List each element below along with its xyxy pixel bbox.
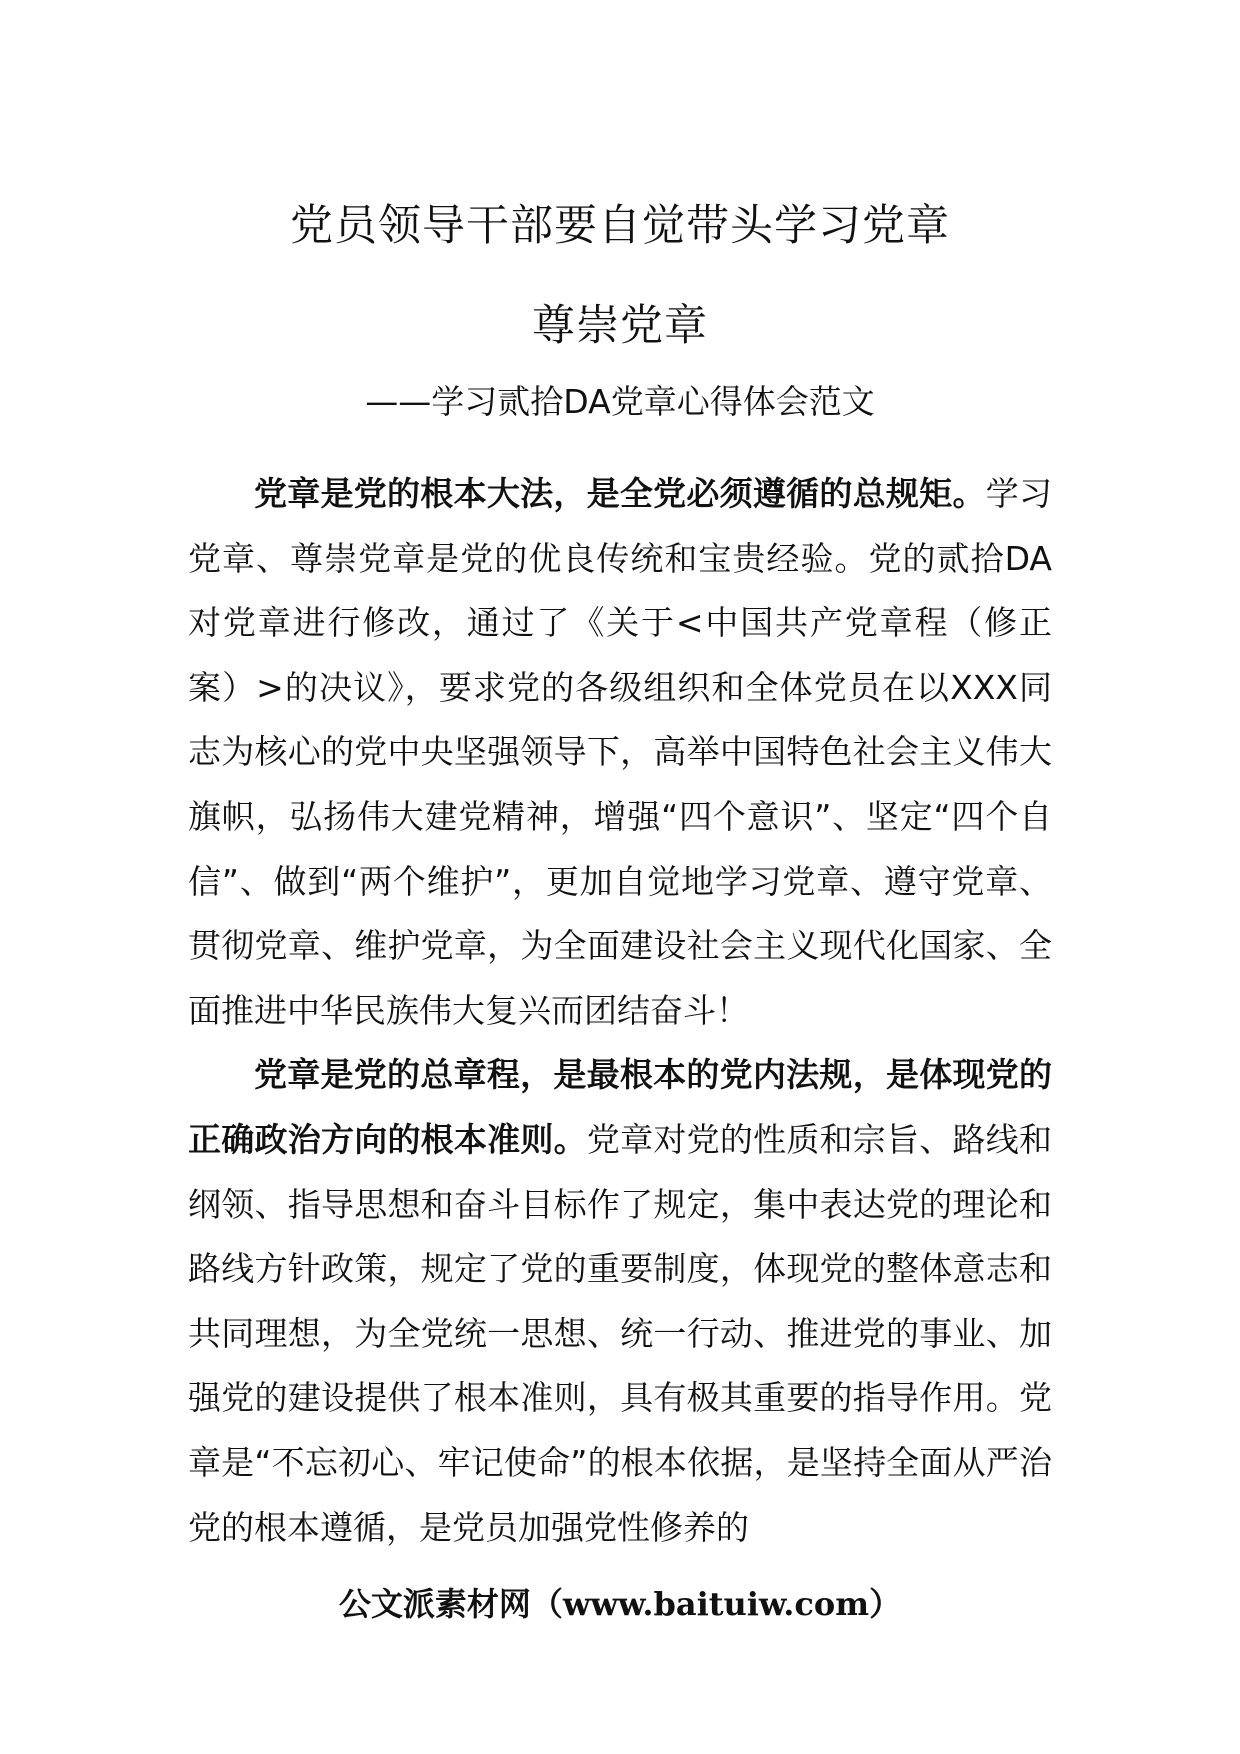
paragraph-2-lead: 党章是党的总章程，是最根本的党内法规，是体现党的正确政治方向的根本准则。 (188, 1055, 1052, 1159)
paragraph-1-text: 学习党章、尊崇党章是党的优良传统和宝贵经验。党的贰拾DA对党章进行修改，通过了《关于<中国共产党章程（修正案）>的决议》，要求党的各级组织和全体党员在以XXX同志为核心的党中央坚强领导下，高举中国特色社会主义伟大旗帜，弘扬伟大建党精神，增强“四个意识”、坚定“四个自信”、做到“两个维护”，更加自觉地学习党章、遵守党章、贯彻党章、维护党章，为全面建设社会主义现代化国家、全面推进中华民族伟大复兴而团结奋斗！ (188, 474, 1053, 1030)
paragraph-1 (188, 462, 1052, 1043)
document-title-line1: 党员领导干部要自觉带头学习党章 (290, 201, 950, 251)
paragraph-1-lead: 党章是党的根本大法，是全党必须遵循的总规矩。 (254, 474, 986, 513)
document-title-line2: 尊崇党章 (532, 301, 708, 351)
document-subtitle: ——学习贰拾DA党章心得体会范文 (365, 382, 875, 421)
paragraph-2 (188, 1043, 1052, 1560)
document-body (188, 462, 1052, 1560)
paragraph-2-text: 党章对党的性质和宗旨、路线和纲领、指导思想和奋斗目标作了规定，集中表达党的理论和路线方针政策，规定了党的重要制度，体现党的整体意志和共同理想，为全党统一思想、统一行动、推进党的事业、加强党的建设提供了根本准则，具有极其重要的指导作用。党章是“不忘初心、牢记使命”的根本依据，是坚持全面从严治党的根本遵循，是党员加强党性修养的 (188, 1119, 1053, 1547)
page-footer-source: 公文派素材网（www.baituiw.com） (338, 1585, 902, 1623)
